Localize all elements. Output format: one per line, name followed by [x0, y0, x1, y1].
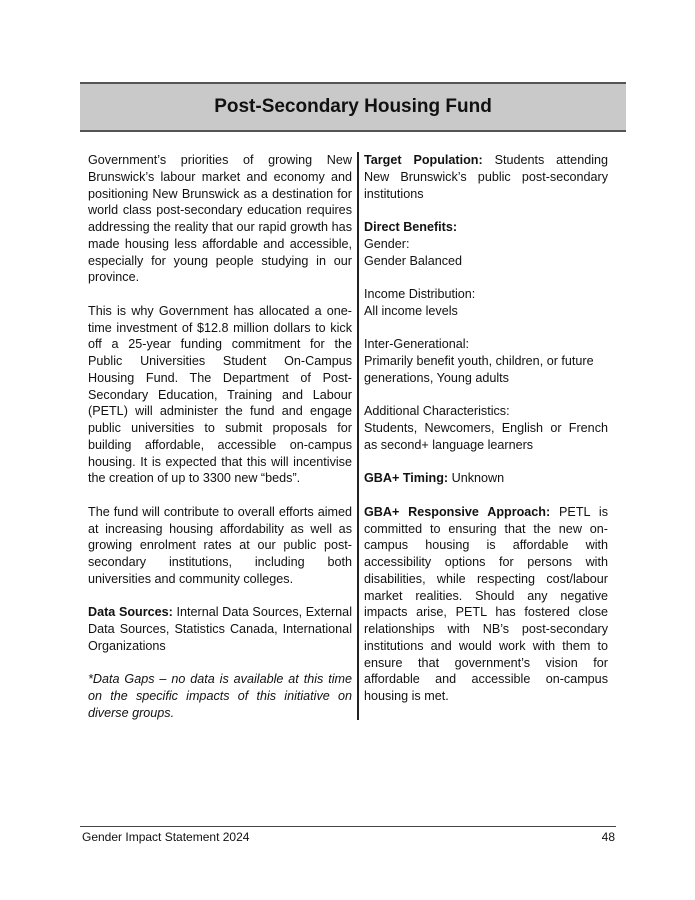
gba-approach-section	[364, 504, 608, 705]
gender-heading: Gender:	[364, 236, 410, 251]
gender-value: Gender Balanced	[364, 253, 463, 268]
income-value: All income levels	[364, 303, 458, 318]
direct-benefits-section	[364, 219, 608, 269]
inter-generational-section	[364, 336, 608, 386]
gba-approach-text: PETL is committed to ensuring that the new on-campus housing is affordable with accessibility options for persons with disabilities, while respecting cost/labour market realities. Should any negative impacts arise, PETL has fostered close relationships with NB’s post-secondary institutions and would work with them to ensure that government’s vision for affordable and accessible on-campus housing is met.	[364, 504, 608, 703]
additional-characteristics-section	[364, 403, 608, 453]
contribution-paragraph: The fund will contribute to overall efforts aimed at increasing housing affordability as well as growing enrolment rates at our public post-secondary institutions, including both universities and community colleges.	[88, 504, 352, 586]
data-sources-text: Internal Data Sources, External Data Sources, Statistics Canada, International Organizations	[88, 605, 352, 653]
footer-divider	[80, 826, 616, 827]
additional-value: Students, Newcomers, English or French as second+ language learners	[364, 421, 608, 452]
data-sources-label: Data Sources:	[88, 605, 173, 620]
gba-approach-label: GBA+ Responsive Approach:	[364, 504, 551, 519]
gba-timing-section	[364, 470, 608, 487]
gba-timing-value: Unknown	[448, 471, 505, 486]
title-banner	[80, 82, 626, 132]
funding-paragraph: This is why Government has allocated a one-time investment of $12.8 million dollars to kick off a 25-year funding commitment for the Public Universities Student On-Campus Housing Fund. The Department of Post-Secondary Education, Training and Labour (PETL) will administer the fund and engage public universities to submit proposals for building affordable, accessible on-campus housing. It is expected that this will incentivise the creation of up to 3300 new “beds”.	[88, 303, 352, 486]
footer-document-title: Gender Impact Statement 2024	[82, 830, 250, 844]
gba-timing-label: GBA+ Timing:	[364, 471, 449, 486]
intro-paragraph: Government’s priorities of growing New Brunswick’s labour market and economy and positioning New Brunswick as a destination for world class post-secondary education requires addressing the reality that our rapid growth has made housing less affordable and accessible, especially for young people studying in our province.	[88, 153, 352, 285]
target-population-label: Target Population:	[364, 153, 483, 167]
page-title: Post-Secondary Housing Fund	[214, 96, 492, 117]
column-divider	[357, 152, 359, 720]
target-population-section	[364, 152, 608, 202]
intergenerational-value: Primarily benefit youth, children, or future generations, Young adults	[364, 354, 594, 385]
target-population-text: Students attending New Brunswick’s public post-secondary institutions	[364, 153, 609, 201]
footer-page-number: 48	[601, 830, 615, 844]
additional-heading: Additional Characteristics:	[364, 404, 510, 419]
data-sources-paragraph	[88, 604, 352, 654]
income-distribution-section	[364, 286, 608, 320]
right-column	[364, 152, 608, 722]
data-gaps-note: *Data Gaps – no data is available at this time on the specific impacts of this initiative on diverse groups.	[88, 672, 352, 720]
income-heading: Income Distribution:	[364, 287, 476, 301]
left-column	[88, 152, 352, 738]
intergenerational-heading: Inter-Generational:	[364, 337, 470, 352]
direct-benefits-label: Direct Benefits:	[364, 220, 458, 234]
